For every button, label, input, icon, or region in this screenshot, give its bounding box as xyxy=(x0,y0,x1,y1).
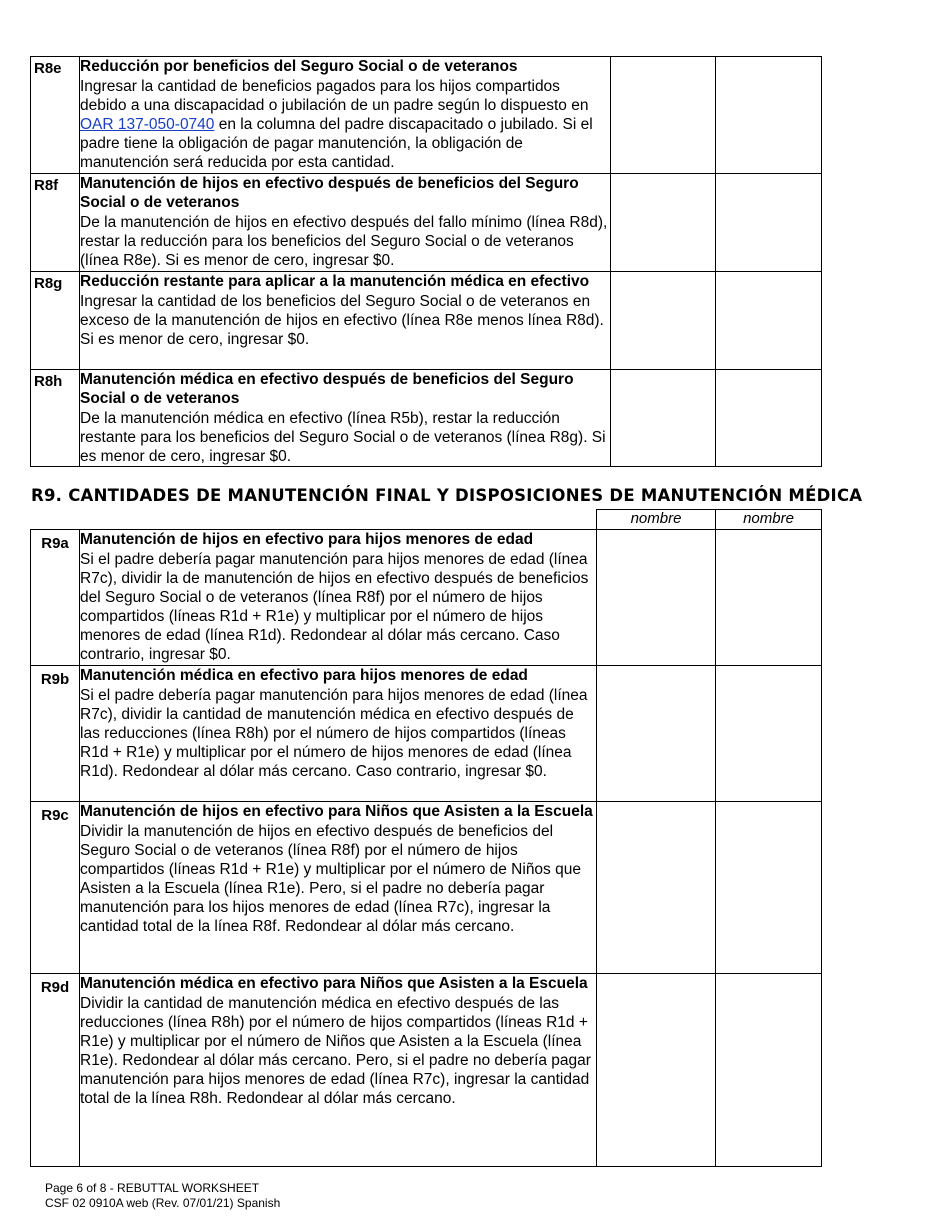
line-title: Manutención de hijos en efectivo para Niños que Asisten a la Escuela xyxy=(80,803,593,820)
line-code: R8e xyxy=(31,57,80,174)
line-code: R9d xyxy=(31,974,80,1167)
table-row xyxy=(31,974,822,1167)
section-heading: R9. CANTIDADES DE MANUTENCIÓN FINAL Y DISPOSICIONES DE MANUTENCIÓN MÉDICA xyxy=(31,486,863,505)
r8-continuation-table xyxy=(30,56,822,467)
oar-rule-link[interactable]: OAR 137-050-0740 xyxy=(80,116,215,133)
table-row xyxy=(31,666,822,802)
table-row xyxy=(31,370,822,467)
table-row xyxy=(31,174,822,272)
line-description xyxy=(80,666,597,802)
amount-field-parent-2[interactable] xyxy=(716,530,822,666)
line-instructions: Dividir la manutención de hijos en efectivo después de beneficios del Seguro Social o de veteranos (línea R8f) por el número de hijos compartidos (líneas R1d + R1e) y multiplicar por el número de Niños que Asisten a la Escuela (línea R1e). Pero, si el padre no debería pagar manutención para los hijos menores de edad (línea R7c), ingresar la cantidad total de la línea R8f. Redondear al dólar más cercano. xyxy=(80,823,581,935)
line-title: Manutención médica en efectivo para Niños que Asisten a la Escuela xyxy=(80,975,588,992)
line-code: R8g xyxy=(31,272,80,370)
amount-field-parent-1[interactable] xyxy=(597,802,716,974)
amount-field-parent-1[interactable] xyxy=(597,666,716,802)
amount-field-parent-1[interactable] xyxy=(597,974,716,1167)
line-description xyxy=(80,57,611,174)
r9-final-support-table xyxy=(30,509,822,1167)
line-instructions: De la manutención de hijos en efectivo después del fallo mínimo (línea R8d), restar la reducción para los beneficios del Seguro Social o de veteranos (línea R8e). Si es menor de cero, ingresar $0. xyxy=(80,214,608,269)
table-row xyxy=(31,272,822,370)
line-instructions: Si el padre debería pagar manutención para hijos menores de edad (línea R7c), dividir la de manutención de hijos en efectivo después de beneficios del Seguro Social o de veteranos (línea R8f) por el número de hijos compartidos (líneas R1d + R1e) y multiplicar por el número de hijos menores de edad (línea R1d). Redondear al dólar más cercano. Caso contrario, ingresar $0. xyxy=(80,551,589,663)
table-row xyxy=(31,57,822,174)
table-row xyxy=(31,530,822,666)
line-instructions: De la manutención médica en efectivo (línea R5b), restar la reducción restante para los beneficios del Seguro Social o de veteranos (línea R8g). Si es menor de cero, ingresar $0. xyxy=(80,410,606,465)
amount-field-parent-2[interactable] xyxy=(716,370,822,467)
line-code: R9c xyxy=(31,802,80,974)
line-description xyxy=(80,974,597,1167)
line-description xyxy=(80,174,611,272)
line-instructions: Si el padre debería pagar manutención para hijos menores de edad (línea R7c), dividir la cantidad de manutención médica en efectivo después de las reducciones (línea R8h) por el número de hijos compartidos (líneas R1d + R1e) y multiplicar por el número de hijos menores de edad (línea R1d). Redondear al dólar más cercano. Caso contrario, ingresar $0. xyxy=(80,687,588,780)
table-row xyxy=(31,802,822,974)
column-header-parent-1: nombre xyxy=(597,510,716,530)
line-description xyxy=(80,272,611,370)
column-header-row xyxy=(31,510,822,530)
amount-field-parent-2[interactable] xyxy=(716,174,822,272)
amount-field-parent-2[interactable] xyxy=(716,974,822,1167)
line-code: R9a xyxy=(31,530,80,666)
line-title: Manutención médica en efectivo después de beneficios del Seguro Social o de veteranos xyxy=(80,371,574,407)
amount-field-parent-1[interactable] xyxy=(611,272,716,370)
page-footer xyxy=(45,1181,280,1211)
line-title: Reducción por beneficios del Seguro Social o de veteranos xyxy=(80,58,518,75)
line-title: Manutención de hijos en efectivo después de beneficios del Seguro Social o de veteranos xyxy=(80,175,579,211)
line-description xyxy=(80,530,597,666)
column-header-parent-2: nombre xyxy=(716,510,822,530)
amount-field-parent-2[interactable] xyxy=(716,802,822,974)
form-revision-text: CSF 02 0910A web (Rev. 07/01/21) Spanish xyxy=(45,1196,281,1210)
line-instructions xyxy=(80,77,610,172)
page-number-text: Page 6 of 8 - REBUTTAL WORKSHEET xyxy=(45,1181,260,1195)
line-code: R8f xyxy=(31,174,80,272)
line-description xyxy=(80,370,611,467)
amount-field-parent-1[interactable] xyxy=(611,57,716,174)
amount-field-parent-2[interactable] xyxy=(716,666,822,802)
amount-field-parent-2[interactable] xyxy=(716,57,822,174)
line-description xyxy=(80,802,597,974)
line-instructions: Dividir la cantidad de manutención médica en efectivo después de las reducciones (línea R8h) por el número de hijos compartidos (líneas R1d + R1e) y multiplicar por el número de Niños que Asisten a la Escuela (línea R1e). Redondear al dólar más cercano. Pero, si el padre no debería pagar manutención para hijos menores de edad (línea R7c), ingresar la cantidad total de la línea R8h. Redondear al dólar más cercano. xyxy=(80,995,591,1107)
amount-field-parent-1[interactable] xyxy=(597,530,716,666)
line-code: R8h xyxy=(31,370,80,467)
line-instructions: Ingresar la cantidad de los beneficios del Seguro Social o de veteranos en exceso de la manutención de hijos en efectivo (línea R8e menos línea R8d). Si es menor de cero, ingresar $0. xyxy=(80,293,604,348)
line-code: R9b xyxy=(31,666,80,802)
line-title: Manutención de hijos en efectivo para hijos menores de edad xyxy=(80,531,534,548)
line-title: Manutención médica en efectivo para hijos menores de edad xyxy=(80,667,528,684)
instructions-text: Ingresar la cantidad de beneficios pagados para los hijos compartidos debido a una discapacidad o jubilación de un padre según lo dispuesto en xyxy=(80,78,589,114)
amount-field-parent-1[interactable] xyxy=(611,370,716,467)
line-title: Reducción restante para aplicar a la manutención médica en efectivo xyxy=(80,273,590,290)
amount-field-parent-2[interactable] xyxy=(716,272,822,370)
amount-field-parent-1[interactable] xyxy=(611,174,716,272)
instructions-text: en la columna del padre discapacitado o jubilado. Si el padre tiene la obligación de pagar manutención, la obligación de manutención será reducida por esta cantidad. xyxy=(80,116,593,171)
